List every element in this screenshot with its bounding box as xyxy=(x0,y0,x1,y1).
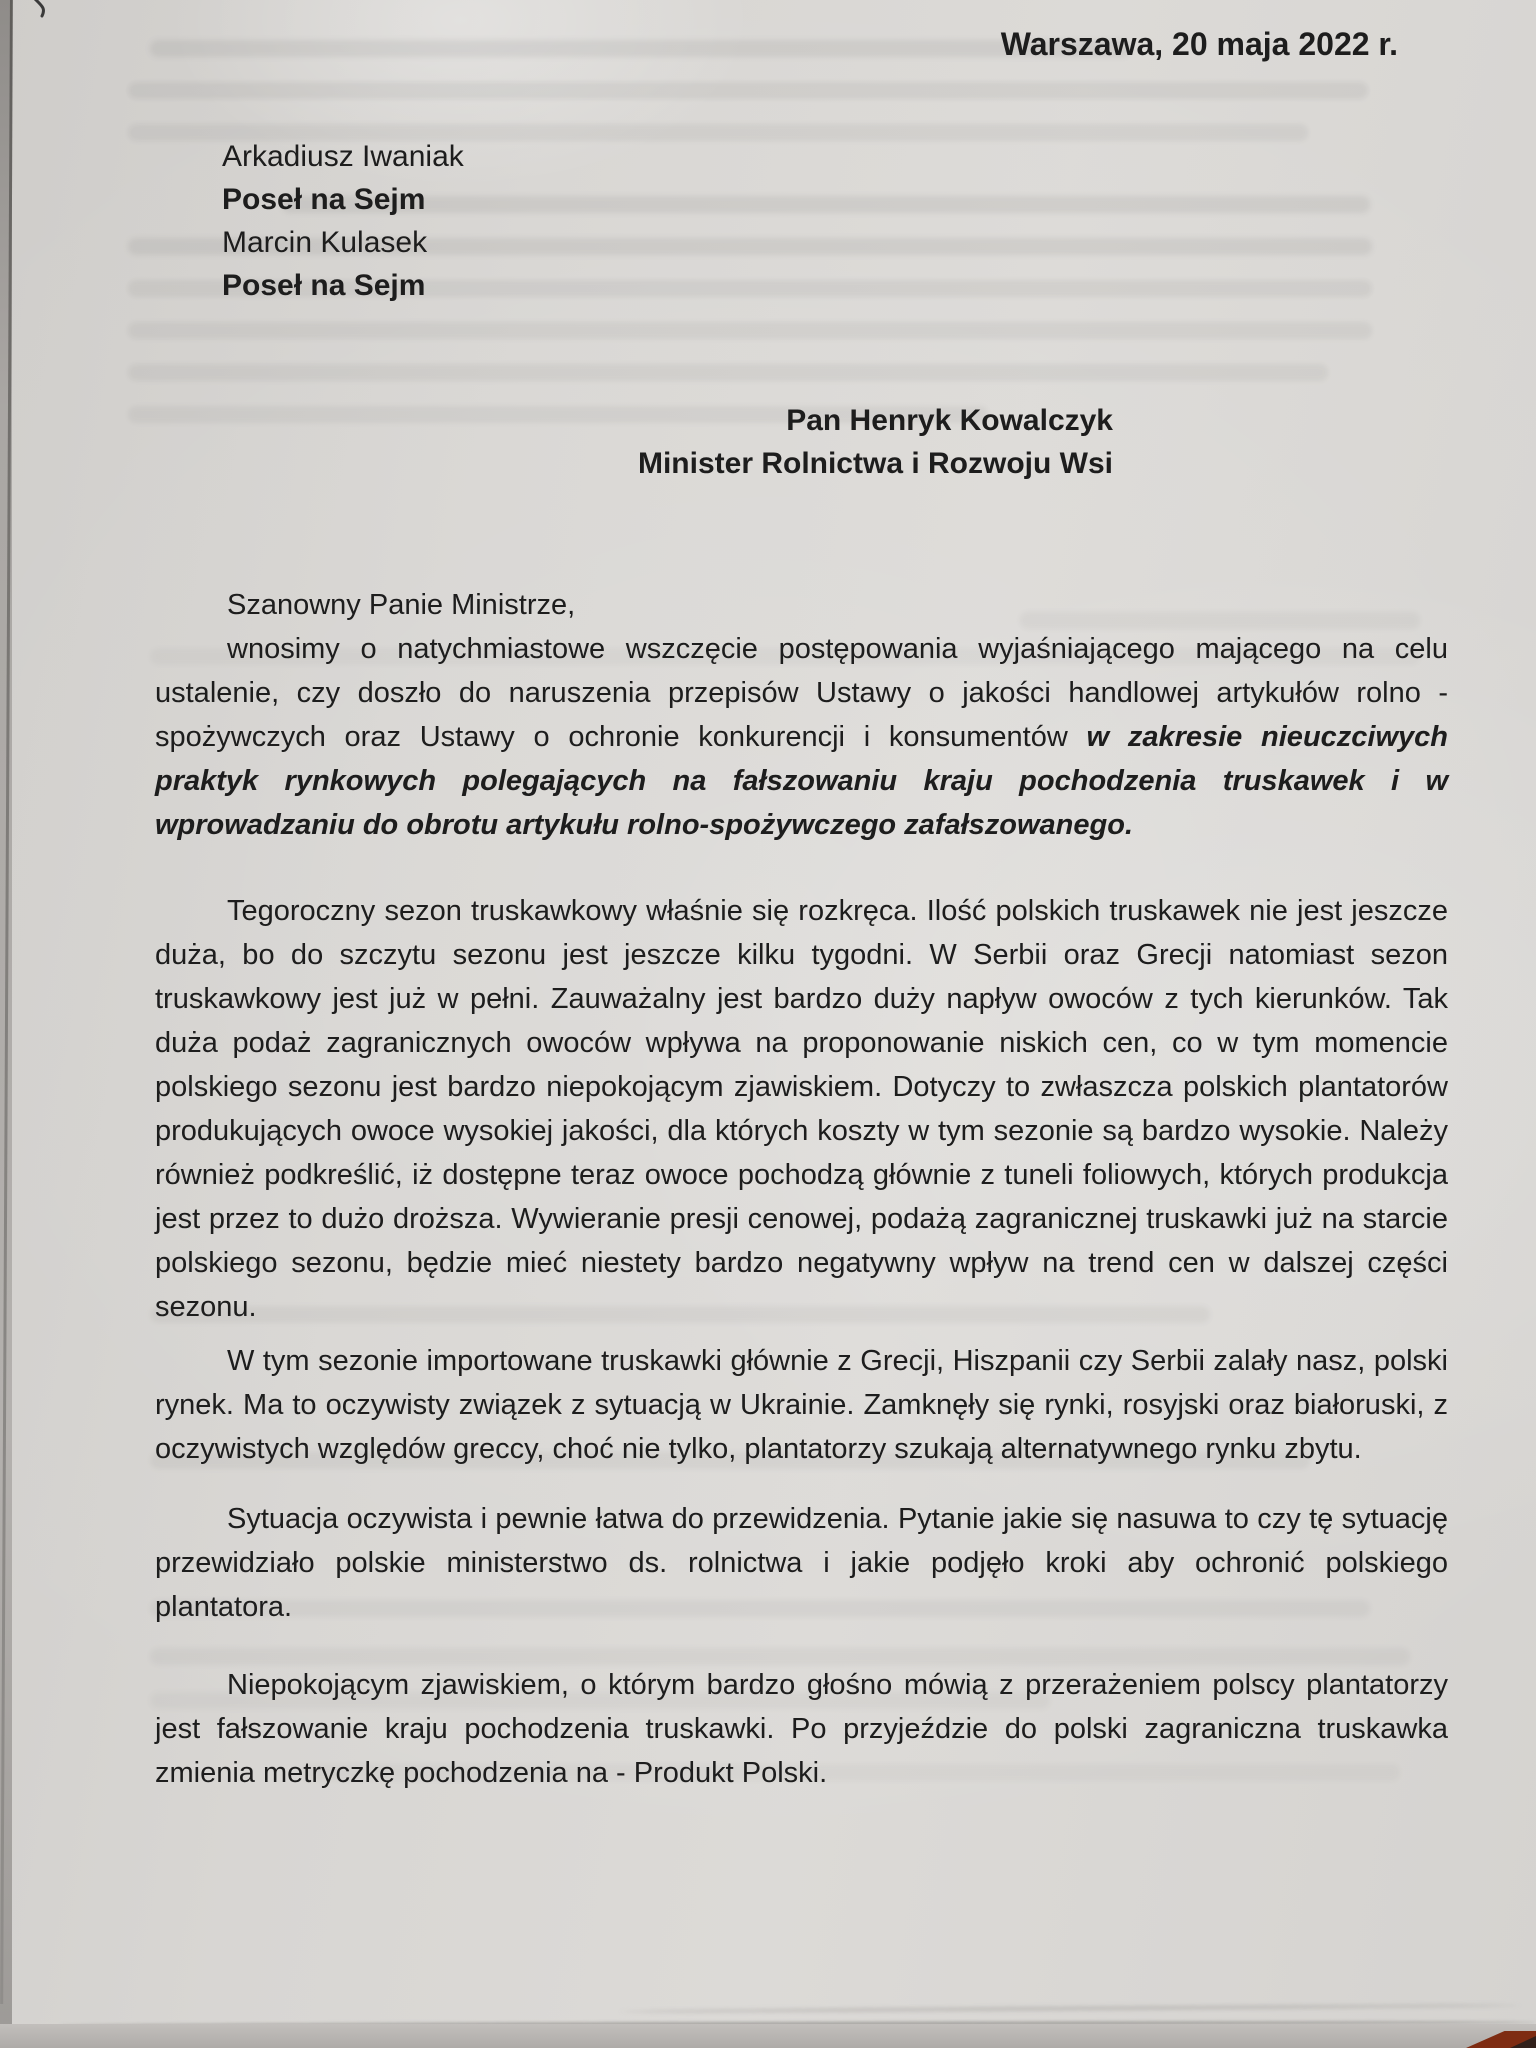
sender-title-1: Poseł na Sejm xyxy=(222,183,426,216)
letter-page xyxy=(0,26,1536,1795)
paragraph-season: Tegoroczny sezon truskawkowy właśnie się rozkręca. Ilość polskich truskawek nie jest jeszcze duża, bo do szczytu sezonu jest jeszcze kilku tygodni. W Serbii oraz Grecji natomiast sezon truskawkowy jest już w pełni. Zauważalny jest bardzo duży napływ owoców z tych kierunków. Tak duża podaż zagranicznych owoców wpływa na proponowanie niskich cen, co w tym momencie polskiego sezonu jest bardzo niepokojącym zjawiskiem. Dotyczy to zwłaszcza polskich plantatorów produkujących owoce wysokiej jakości, dla których koszty w tym sezonie są bardzo wysokie. Należy również podkreślić, iż dostępne teraz owoce pochodzą głównie z tuneli foliowych, których produkcja jest przez to dużo droższa. Wywieranie presji cenowej, podażą zagranicznej truskawki już na starcie polskiego sezonu, będzie mieć niestety bardzo negatywny wpływ na trend cen w dalszej części sezonu. xyxy=(155,895,1448,1323)
paragraph-imports: W tym sezonie importowane truskawki głównie z Grecji, Hiszpanii czy Serbii zalały nasz, polski rynek. Ma to oczywisty związek z sytuacją w Ukrainie. Zamknęły się rynki, rosyjski oraz białoruski, z oczywistych względów greccy, choć nie tylko, plantatorzy szukają alternatywnego rynku zbytu. xyxy=(155,1345,1448,1465)
paragraph-question: Sytuacja oczywista i pewnie łatwa do przewidzenia. Pytanie jakie się nasuwa to czy tę sytuację przewidziało polskie ministerstwo ds. rolnictwa i jakie podjęło kroki aby ochronić polskiego plantatora. xyxy=(155,1503,1448,1623)
recipient-block xyxy=(0,399,1536,485)
sender-block xyxy=(222,135,1536,307)
paper-bottom-crease xyxy=(620,2004,1520,2013)
sender-title-2: Poseł na Sejm xyxy=(222,269,426,302)
paragraph-intro xyxy=(155,627,1448,847)
recipient-name: Pan Henryk Kowalczyk xyxy=(786,404,1113,437)
sender-name-1: Arkadiusz Iwaniak xyxy=(222,140,464,173)
paragraph-falsification: Niepokojącym zjawiskiem, o którym bardzo głośno mówią z przerażeniem polscy plantatorzy jest fałszowanie kraju pochodzenia truskawki. Po przyjeździe do polski zagraniczna truskawka zmienia metryczkę pochodzenia na - Produkt Polski. xyxy=(155,1669,1448,1789)
recipient-title: Minister Rolnictwa i Rozwoju Wsi xyxy=(637,447,1113,480)
intro-emphasis-text: w zakresie nieuczciwych praktyk rynkowych polegających na fałszowaniu kraju pochodzenia truskawek i w wprowadzaniu do obrotu artykułu rolno-spożywczego zafałszowanego. xyxy=(155,721,1448,841)
salutation: Szanowny Panie Ministrze, xyxy=(227,589,576,621)
table-surface xyxy=(0,2024,1536,2048)
date-line: Warszawa, 20 maja 2022 r. xyxy=(1000,26,1398,62)
intro-normal-text: wnosimy o natychmiastowe wszczęcie postępowania wyjaśniającego mającego na celu ustalenie, czy doszło do naruszenia przepisów Ustawy o jakości handlowej artykułów rolno - spożywczych oraz Ustawy o ochronie konkurencji i konsumentów xyxy=(155,633,1448,753)
sender-name-2: Marcin Kulasek xyxy=(222,226,428,259)
letter-body xyxy=(155,583,1448,1795)
